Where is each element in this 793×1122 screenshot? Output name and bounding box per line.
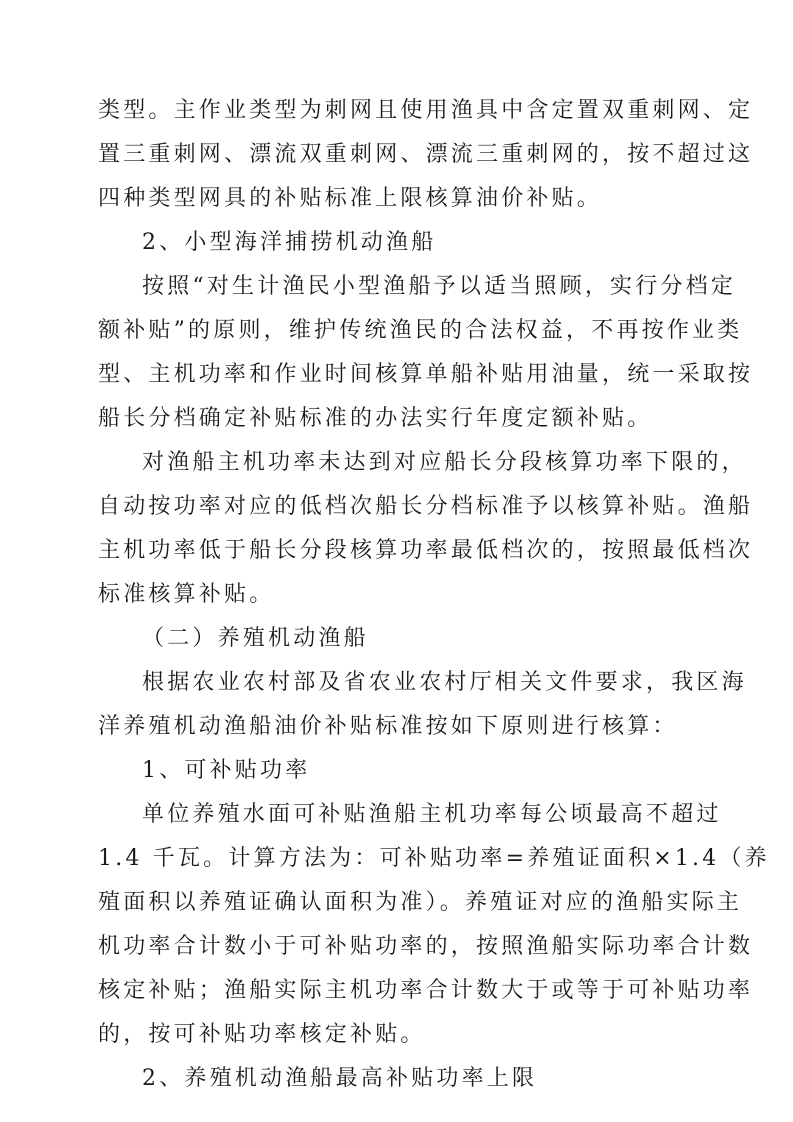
text-line: 按照“对生计渔民小型渔船予以适当照顾，实行分档定: [142, 274, 737, 299]
text-line: 额补贴”的原则，维护传统渔民的合法权益，不再按作业类: [98, 318, 743, 343]
section-heading: 2、小型海洋捕捞机动渔船: [142, 230, 437, 255]
text-line: 的，按可补贴功率核定补贴。: [98, 1022, 426, 1047]
text-line: 类型。主作业类型为刺网且使用渔具中含定置双重刺网、定: [98, 98, 754, 123]
section-heading: （二）养殖机动渔船: [142, 626, 369, 651]
text-line: 四种类型网具的补贴标准上限核算油价补贴。: [98, 186, 603, 211]
text-line: 标准核算补贴。: [98, 582, 275, 607]
text-line: 机功率合计数小于可补贴功率的，按照渔船实际功率合计数: [98, 934, 754, 959]
text-line: 殖面积以养殖证确认面积为准）。养殖证对应的渔船实际主: [98, 890, 743, 915]
text-line: 核定补贴；渔船实际主机功率合计数大于或等于可补贴功率: [98, 978, 754, 1003]
text-line: 船长分档确定补贴标准的办法实行年度定额补贴。: [98, 406, 653, 431]
text-line: 单位养殖水面可补贴渔船主机功率每公顷最高不超过: [142, 802, 722, 827]
text-line: 主机功率低于船长分段核算功率最低档次的，按照最低档次: [98, 538, 754, 563]
text-line: 置三重刺网、漂流双重刺网、漂流三重刺网的，按不超过这: [98, 142, 754, 167]
section-heading: 1、可补贴功率: [142, 758, 311, 783]
section-heading: 2、养殖机动渔船最高补贴功率上限: [142, 1066, 538, 1091]
text-line: 自动按功率对应的低档次船长分档标准予以核算补贴。渔船: [98, 494, 754, 519]
text-line: 型、主机功率和作业时间核算单船补贴用油量，统一采取按: [98, 362, 754, 387]
text-line: 对渔船主机功率未达到对应船长分段核算功率下限的，: [142, 450, 747, 475]
text-line: 根据农业农村部及省农业农村厅相关文件要求，我区海: [142, 670, 747, 695]
text-line: 1.4 千瓦。计算方法为：可补贴功率=养殖证面积×1.4（养: [98, 846, 770, 871]
text-line: 洋养殖机动渔船油价补贴标准按如下原则进行核算：: [98, 714, 678, 739]
